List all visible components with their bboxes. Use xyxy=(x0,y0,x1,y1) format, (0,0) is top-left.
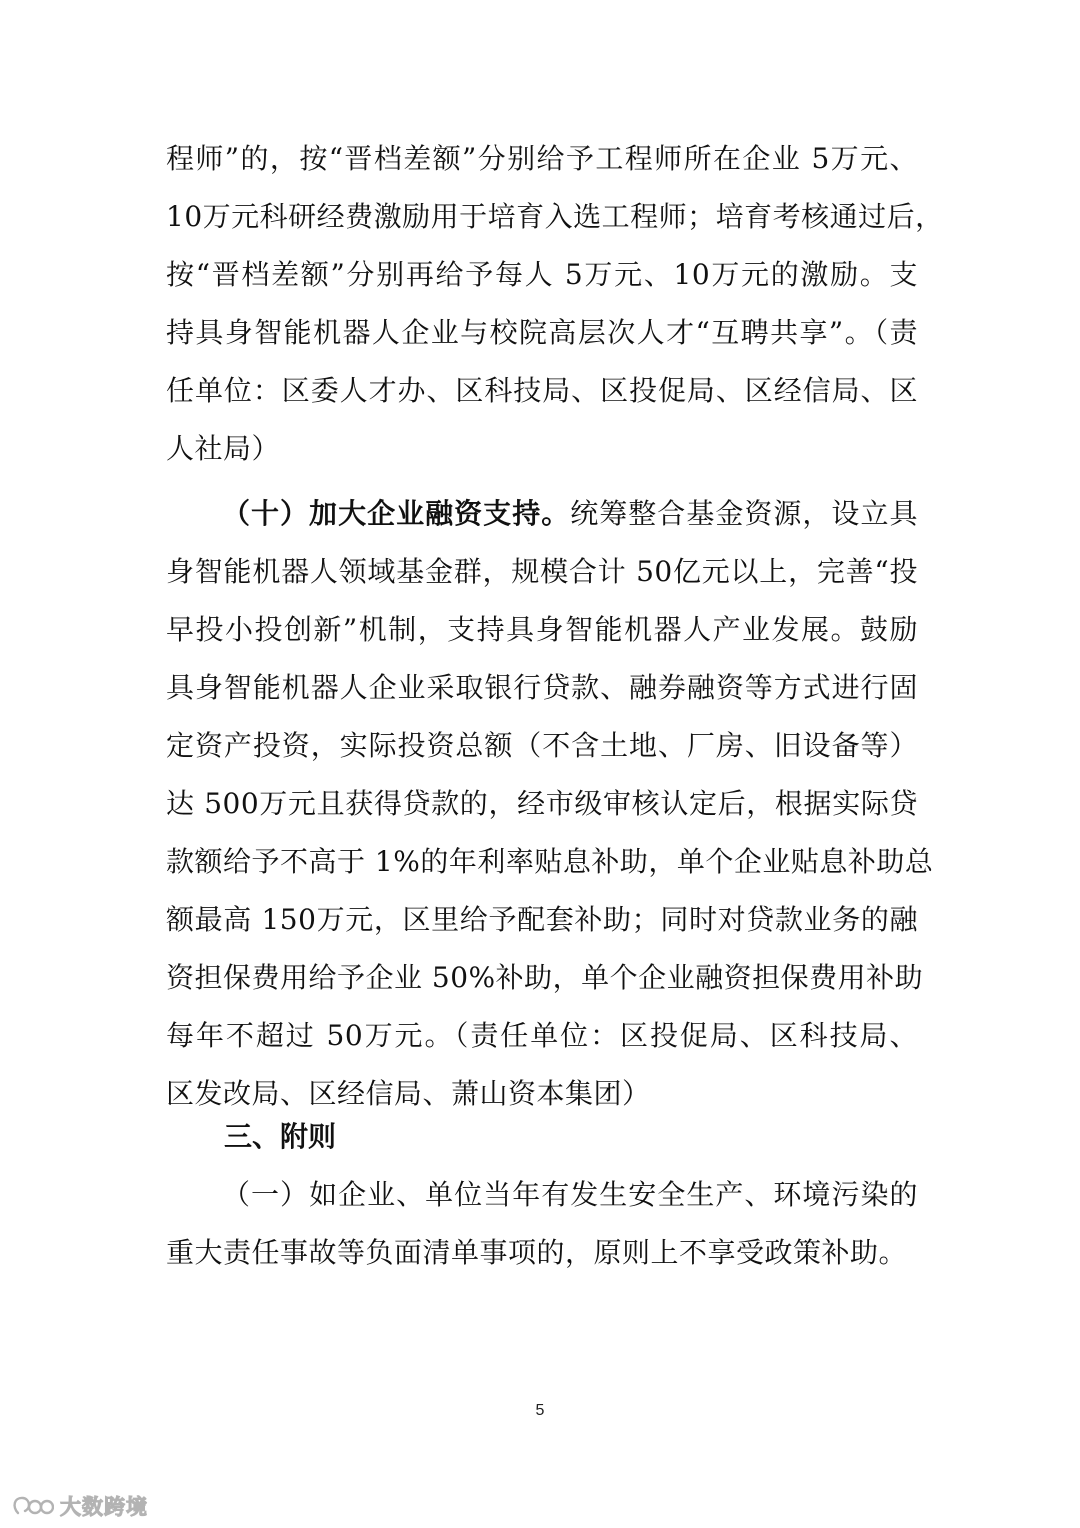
text-line: 早投小投创新”机制，支持具身智能机器人产业发展。鼓励 xyxy=(166,613,918,646)
paragraph-continued xyxy=(166,130,944,478)
text-line: 定资产投资，实际投资总额（不含土地、厂房、旧设备等） xyxy=(166,729,918,762)
text-line: 10万元科研经费激励用于培育入选工程师；培育考核通过后， xyxy=(166,200,944,233)
section-lead-title: （十）加大企业融资支持。 xyxy=(222,497,571,530)
watermark-text: 大数跨境 xyxy=(60,1495,148,1519)
text-line: （一）如企业、单位当年有发生安全生产、环境污染的 xyxy=(222,1178,918,1211)
text-line: 程师”的，按“晋档差额”分别给予工程师所在企业 5万元、 xyxy=(166,142,918,175)
text-line: 额最高 150万元，区里给予配套补助；同时对贷款业务的融 xyxy=(166,903,918,936)
text-line: 身智能机器人领域基金群，规模合计 50亿元以上，完善“投 xyxy=(166,555,918,588)
text-line: 任单位：区委人才办、区科技局、区投促局、区经信局、区 xyxy=(166,374,918,407)
watermark xyxy=(10,1492,148,1520)
paragraph-financing-support xyxy=(166,485,934,1123)
section-lead-rest: 统筹整合基金资源，设立具 xyxy=(570,497,918,530)
text-line: 每年不超过 50万元。（责任单位：区投促局、区科技局、 xyxy=(166,1019,918,1052)
paragraph-appendix xyxy=(166,1166,918,1282)
brand-logo-icon xyxy=(10,1493,54,1519)
text-line: 款额给予不高于 1%的年利率贴息补助，单个企业贴息补助总 xyxy=(166,845,934,878)
text-line: 区发改局、区经信局、萧山资本集团） xyxy=(166,1077,651,1110)
text-line: 持具身智能机器人企业与校院高层次人才“互聘共享”。（责 xyxy=(166,316,918,349)
section-heading: 三、附则 xyxy=(224,1120,337,1153)
text-line: 按“晋档差额”分别再给予每人 5万元、10万元的激励。支 xyxy=(166,258,918,291)
text-line: 具身智能机器人企业采取银行贷款、融券融资等方式进行固 xyxy=(166,671,918,704)
text-line: 达 500万元且获得贷款的，经市级审核认定后，根据实际贷 xyxy=(166,787,918,820)
page-number: 5 xyxy=(535,1402,545,1419)
text-line: 资担保费用给予企业 50%补助，单个企业融资担保费用补助 xyxy=(166,961,924,994)
text-line: 重大责任事故等负面清单事项的，原则上不享受政策补助。 xyxy=(166,1236,908,1269)
text-line-first xyxy=(166,485,918,543)
text-line: 人社局） xyxy=(166,432,281,465)
